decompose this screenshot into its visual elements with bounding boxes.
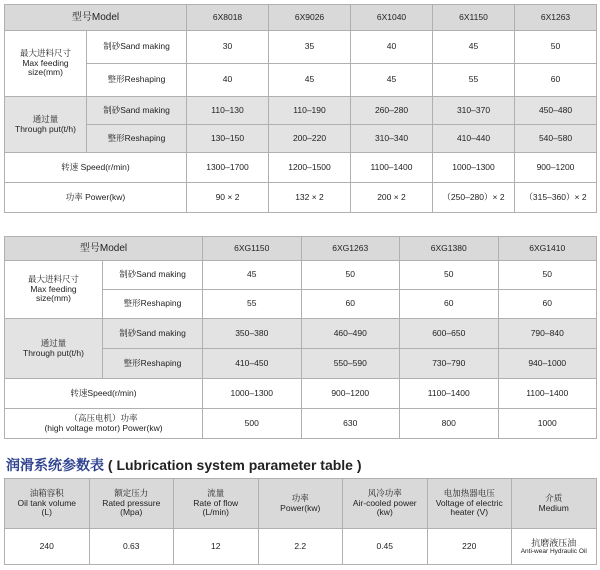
reshaping-label: 整形Reshaping xyxy=(87,64,187,97)
table-cell: 310–370 xyxy=(433,97,515,125)
table-cell: 90 × 2 xyxy=(187,183,269,213)
table-cell: 50 xyxy=(400,261,499,290)
table-cell: 50 xyxy=(301,261,400,290)
table-cell: 30 xyxy=(187,31,269,64)
header-model-col: 6X1150 xyxy=(433,5,515,31)
sand-making-label: 制砂Sand making xyxy=(87,31,187,64)
table-cell: 790–840 xyxy=(498,319,597,349)
table-cell: 900–1200 xyxy=(301,379,400,409)
table-cell: 60 xyxy=(515,64,597,97)
reshaping-label: 整形Reshaping xyxy=(103,349,203,379)
table-cell: 50 xyxy=(515,31,597,64)
header-model-col: 6XG1150 xyxy=(203,237,302,261)
table-cell: 1100–1400 xyxy=(400,379,499,409)
table-cell: 1200–1500 xyxy=(269,153,351,183)
table-cell: 730–790 xyxy=(400,349,499,379)
header-model-col: 6XG1263 xyxy=(301,237,400,261)
header-model-col: 6XG1380 xyxy=(400,237,499,261)
table-cell: 0.45 xyxy=(343,529,428,565)
table-cell: 450–480 xyxy=(515,97,597,125)
table-cell: 540–580 xyxy=(515,125,597,153)
table-cell: 1300–1700 xyxy=(187,153,269,183)
table-cell: 2.2 xyxy=(258,529,343,565)
speed-label: 转速Speed(r/min) xyxy=(5,379,203,409)
sand-making-label: 制砂Sand making xyxy=(103,261,203,290)
feed-size-label: 最大进料尺寸 Max feeding size(mm) xyxy=(5,31,87,97)
header-model-col: 6X1040 xyxy=(351,5,433,31)
header-model-col: 6X1263 xyxy=(515,5,597,31)
header-model-col: 6XG1410 xyxy=(498,237,597,261)
table-cell: （315–360）× 2 xyxy=(515,183,597,213)
header-model: 型号Model xyxy=(5,237,203,261)
table-cell: 0.63 xyxy=(89,529,174,565)
table-cell: 200 × 2 xyxy=(351,183,433,213)
table-cell: 40 xyxy=(187,64,269,97)
table-cell: 240 xyxy=(5,529,90,565)
table-cell: （250–280）× 2 xyxy=(433,183,515,213)
lubrication-title: 润滑系统参数表 ( Lubrication system parameter table ) xyxy=(6,457,362,473)
table-cell: 260–280 xyxy=(351,97,433,125)
header-model-col: 6X8018 xyxy=(187,5,269,31)
table-cell: 900–1200 xyxy=(515,153,597,183)
table-cell: 200–220 xyxy=(269,125,351,153)
table-cell: 110–190 xyxy=(269,97,351,125)
lubrication-table xyxy=(4,478,597,565)
table-cell: 1000–1300 xyxy=(203,379,302,409)
reshaping-label: 整形Reshaping xyxy=(87,125,187,153)
table-cell: 60 xyxy=(498,290,597,319)
power-label: 功率 Power(kw) xyxy=(5,183,187,213)
table-cell: 1000–1300 xyxy=(433,153,515,183)
throughput-label: 通过量 Through put(t/h) xyxy=(5,97,87,153)
table-cell: 40 xyxy=(351,31,433,64)
lube-header: 流量 Rate of flow (L/min) xyxy=(174,479,259,529)
table-cell: 220 xyxy=(427,529,512,565)
table-cell: 460–490 xyxy=(301,319,400,349)
sand-making-label: 制砂Sand making xyxy=(103,319,203,349)
table-cell: 550–590 xyxy=(301,349,400,379)
sand-making-label: 制砂Sand making xyxy=(87,97,187,125)
table-cell: 45 xyxy=(351,64,433,97)
table-cell: 310–340 xyxy=(351,125,433,153)
table-cell: 630 xyxy=(301,409,400,439)
table-cell: 45 xyxy=(269,64,351,97)
table-cell: 940–1000 xyxy=(498,349,597,379)
table-cell: 132 × 2 xyxy=(269,183,351,213)
table-cell: 35 xyxy=(269,31,351,64)
lube-header: 风冷功率 Air-cooled power (kw) xyxy=(343,479,428,529)
throughput-label: 通过量 Through put(t/h) xyxy=(5,319,103,379)
table-cell: 50 xyxy=(498,261,597,290)
table-cell: 45 xyxy=(433,31,515,64)
speed-label: 转速 Speed(r/min) xyxy=(5,153,187,183)
table-cell: 1100–1400 xyxy=(351,153,433,183)
header-model: 型号Model xyxy=(5,5,187,31)
table-cell: 110–130 xyxy=(187,97,269,125)
table-cell: 350–380 xyxy=(203,319,302,349)
table-cell: 55 xyxy=(433,64,515,97)
table-cell: 1100–1400 xyxy=(498,379,597,409)
power-label: （高压电机）功率 (high voltage motor) Power(kw) xyxy=(5,409,203,439)
lube-header: 油箱容积 Oil tank volume (L) xyxy=(5,479,90,529)
table-cell: 130–150 xyxy=(187,125,269,153)
table-cell: 600–650 xyxy=(400,319,499,349)
table-cell: 55 xyxy=(203,290,302,319)
table-cell: 410–450 xyxy=(203,349,302,379)
table-cell: 12 xyxy=(174,529,259,565)
table-cell: 410–440 xyxy=(433,125,515,153)
table-cell: 1000 xyxy=(498,409,597,439)
table-cell: 500 xyxy=(203,409,302,439)
medium-cell: 抗磨液压油 Anti-wear Hydraulic Oil xyxy=(512,529,597,565)
spec-table-6xg xyxy=(4,236,597,439)
lube-header: 功率 Power(kw) xyxy=(258,479,343,529)
lube-header: 额定压力 Rated pressure (Mpa) xyxy=(89,479,174,529)
spec-table-6x xyxy=(4,4,597,213)
table-cell: 60 xyxy=(400,290,499,319)
reshaping-label: 整形Reshaping xyxy=(103,290,203,319)
lube-header: 电加热器电压 Voltage of electric heater (V) xyxy=(427,479,512,529)
lube-header: 介质 Medium xyxy=(512,479,597,529)
table-cell: 45 xyxy=(203,261,302,290)
table-cell: 60 xyxy=(301,290,400,319)
header-model-col: 6X9026 xyxy=(269,5,351,31)
table-cell: 800 xyxy=(400,409,499,439)
feed-size-label: 最大进料尺寸 Max feeding size(mm) xyxy=(5,261,103,319)
